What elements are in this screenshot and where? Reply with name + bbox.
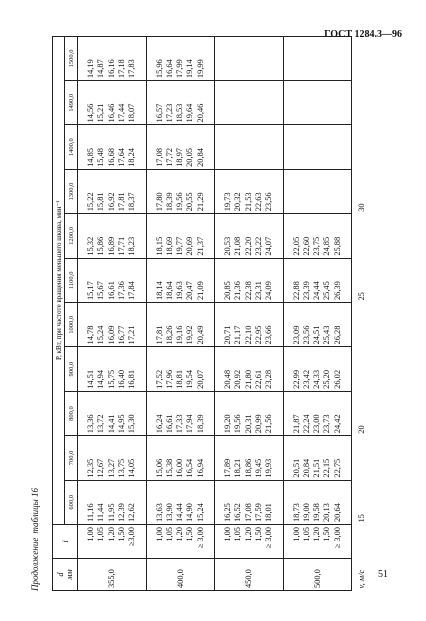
power-value: 18,24 [127, 148, 137, 167]
power-cell [146, 303, 215, 347]
ratio-value: 1,05 [301, 527, 311, 542]
power-cell [215, 258, 284, 302]
power-value: 15,24 [96, 325, 106, 345]
footer-spacer [352, 303, 371, 347]
power-value: 17,18 [116, 59, 126, 79]
table-row [146, 36, 215, 590]
power-cell [78, 436, 147, 480]
power-cell [283, 214, 352, 258]
power-cell [146, 436, 215, 480]
power-value: 18,37 [127, 192, 137, 212]
power-cell [78, 81, 147, 125]
power-value: 11,95 [106, 503, 116, 522]
power-value: 21,29 [195, 192, 205, 212]
footer-spacer [352, 125, 371, 169]
power-value: 22,24 [301, 414, 311, 434]
power-cell [215, 169, 284, 213]
power-value: 21,53 [243, 192, 253, 212]
power-value: 20,05 [185, 148, 195, 167]
power-value: 13,36 [86, 414, 96, 434]
power-value: 15,24 [195, 503, 205, 522]
power-value: 21,36 [233, 281, 243, 301]
power-value: 18,14 [154, 281, 164, 301]
power-value: 14,51 [86, 369, 96, 389]
power-value: 15,06 [154, 458, 164, 478]
power-value: 17,84 [127, 281, 137, 301]
ratio-value: 1,00 [223, 527, 233, 542]
ratio-value: ≥3,00 [127, 527, 137, 547]
power-value: 15,86 [96, 236, 106, 256]
power-value: 17,99 [175, 59, 185, 79]
power-value: 16,25 [223, 503, 233, 522]
power-value: 20,84 [195, 148, 205, 167]
power-value: 22,95 [253, 325, 263, 345]
power-value: 16,94 [195, 458, 205, 478]
power-cell [215, 303, 284, 347]
power-value: 23,39 [301, 281, 311, 301]
power-value: 18,97 [175, 148, 185, 167]
power-cell [78, 391, 147, 435]
power-value: 17,72 [164, 148, 174, 167]
power-value: 18,64 [164, 281, 174, 301]
power-value: 13,63 [154, 503, 164, 522]
power-cell [283, 436, 352, 480]
power-value: 20,46 [195, 103, 205, 123]
power-value: 16,46 [106, 103, 116, 123]
frequency-header: 1100,0 [65, 258, 78, 302]
power-value: 25,20 [322, 369, 332, 389]
frequency-header: 700,0 [65, 436, 78, 480]
ratio-value: ≥ 3,00 [332, 527, 342, 549]
power-cell [78, 347, 147, 391]
power-cell [78, 258, 147, 302]
power-cell [283, 36, 352, 80]
power-value: 17,89 [223, 458, 233, 478]
power-value: 21,87 [291, 414, 301, 434]
power-value: 17,96 [164, 369, 174, 389]
power-value: 15,81 [96, 192, 106, 212]
power-value: 16,57 [154, 103, 164, 123]
power-value: 20,53 [223, 236, 233, 256]
power-cell [283, 391, 352, 435]
diameter-value: 400,0 [146, 559, 215, 591]
power-value: 18,73 [291, 503, 301, 522]
power-value: 16,09 [106, 325, 116, 345]
power-value: 23,28 [264, 369, 274, 389]
power-value: 11,16 [86, 503, 96, 522]
power-value: 16,54 [185, 458, 195, 478]
power-value: 20,84 [301, 458, 311, 478]
power-value: 23,42 [301, 369, 311, 389]
power-value: 19,00 [301, 503, 311, 522]
table-row [283, 36, 352, 590]
power-value: 14,85 [86, 148, 96, 167]
power-value: 24,42 [332, 414, 342, 434]
frequency-header: 600,0 [65, 480, 78, 524]
frequency-header: 1400,0 [65, 125, 78, 169]
power-value: 17,59 [253, 503, 263, 522]
power-value: 17,33 [175, 414, 185, 434]
power-value: 17,21 [127, 325, 137, 345]
power-value: 20,92 [233, 369, 243, 389]
footer-spacer [352, 81, 371, 125]
ratio-value: 1,05 [96, 527, 106, 542]
power-value: 14,90 [185, 503, 195, 522]
power-value: 16,81 [127, 369, 137, 389]
power-value: 17,08 [154, 148, 164, 167]
power-value: 23,09 [291, 325, 301, 345]
power-value: 19,93 [264, 458, 274, 478]
power-value: 20,71 [223, 325, 233, 345]
power-value: 22,15 [322, 458, 332, 478]
power-cell [215, 480, 284, 524]
power-value: 17,36 [116, 281, 126, 301]
power-value: 18,26 [164, 325, 174, 345]
speed-mark: 25 [356, 292, 366, 301]
power-value: 14,95 [116, 414, 126, 434]
power-value: 19,58 [312, 503, 322, 522]
ratio-value: 1,20 [106, 527, 116, 542]
diameter-value: 500,0 [283, 559, 352, 591]
frequency-header: 1300,0 [65, 169, 78, 213]
ratio-value: 1,05 [164, 527, 174, 542]
ratio-value: 1,50 [116, 527, 126, 542]
power-value: 16,61 [164, 414, 174, 434]
power-value: 19,56 [233, 414, 243, 434]
power-cell [215, 36, 284, 80]
power-value: 16,24 [154, 414, 164, 434]
power-cell [78, 169, 147, 213]
power-value: 17,81 [116, 192, 126, 212]
page-header: ГОСТ 1284.3—96 [324, 29, 402, 40]
power-value: 19,14 [185, 59, 195, 79]
power-value: 23,73 [322, 414, 332, 434]
power-value: 19,45 [253, 458, 263, 478]
footer-spacer [352, 347, 371, 391]
power-value: 20,48 [223, 369, 233, 389]
power-value: 13,27 [106, 458, 116, 478]
power-value: 17,52 [154, 369, 164, 389]
power-value: 16,52 [233, 503, 243, 522]
ratio-values [283, 525, 352, 559]
power-value: 15,38 [164, 458, 174, 478]
power-value: 21,08 [233, 236, 243, 256]
power-value: 17,81 [154, 325, 164, 345]
power-value: 13,72 [96, 414, 106, 434]
ratio-value: 1,05 [233, 527, 243, 542]
power-cell [283, 169, 352, 213]
power-cell [215, 347, 284, 391]
power-value: 18,07 [127, 103, 137, 123]
power-value: 15,32 [86, 236, 96, 256]
power-cell [283, 480, 352, 524]
power-cell [78, 125, 147, 169]
power-value: 21,09 [195, 281, 205, 301]
power-value: 23,00 [312, 414, 322, 434]
speed-mark: 15 [356, 514, 366, 523]
power-value: 24,51 [312, 325, 322, 345]
power-value: 18,01 [264, 503, 274, 522]
power-value: 14,41 [106, 414, 116, 434]
power-value: 15,96 [154, 59, 164, 79]
power-value: 16,77 [116, 325, 126, 345]
power-value: 22,63 [253, 192, 263, 212]
power-value: 14,56 [86, 103, 96, 123]
footer-spacer [352, 436, 371, 480]
power-cell [283, 81, 352, 125]
power-value: 19,56 [175, 192, 185, 212]
power-value: 13,75 [116, 458, 126, 478]
ratio-value: 1,00 [86, 527, 96, 542]
power-value: 21,56 [264, 414, 274, 434]
frequency-header: 1000,0 [65, 303, 78, 347]
power-value: 17,83 [127, 59, 137, 79]
frequency-header: 1490,0 [65, 81, 78, 125]
power-value: 18,86 [243, 458, 253, 478]
power-value: 15,48 [96, 148, 106, 167]
power-value: 24,07 [264, 236, 274, 256]
power-value: 22,10 [243, 325, 253, 345]
power-value: 20,55 [185, 192, 195, 212]
power-value: 22,88 [291, 281, 301, 301]
power-value: 12,67 [96, 458, 106, 478]
power-value: 20,13 [322, 503, 332, 522]
power-cell [146, 214, 215, 258]
power-cell [78, 480, 147, 524]
power-value: 20,49 [195, 325, 205, 345]
table-row [215, 36, 284, 590]
power-value: 16,89 [106, 236, 116, 256]
power-value: 19,92 [185, 325, 195, 345]
power-cell [283, 125, 352, 169]
ratio-value: 1,00 [154, 527, 164, 542]
power-cell [215, 214, 284, 258]
power-value: 23,56 [301, 325, 311, 345]
power-value: 25,45 [322, 281, 332, 301]
power-value: 18,39 [195, 414, 205, 434]
rotated-table-block [30, 37, 390, 591]
power-value: 15,21 [96, 103, 106, 123]
power-value: 17,23 [164, 103, 174, 123]
power-value: 16,16 [106, 59, 116, 79]
speed-mark: 30 [356, 203, 366, 212]
power-cell [146, 125, 215, 169]
power-value: 11,44 [96, 503, 106, 522]
page-number: 51 [378, 569, 388, 580]
power-value: 19,63 [175, 281, 185, 301]
ratio-value: 1,50 [185, 527, 195, 542]
ratio-value: 1,20 [243, 527, 253, 542]
power-value: 23,56 [264, 192, 274, 212]
power-value: 14,19 [86, 59, 96, 79]
power-value: 17,80 [154, 192, 164, 212]
power-value: 21,51 [312, 458, 322, 478]
power-value: 24,33 [312, 369, 322, 389]
power-value: 18,15 [154, 236, 164, 256]
power-value: 20,85 [223, 281, 233, 301]
power-value: 21,17 [233, 325, 243, 345]
power-value: 14,87 [96, 59, 106, 79]
power-value: 14,78 [86, 325, 96, 345]
power-value: 25,43 [322, 325, 332, 345]
ratio-value: 1,00 [291, 527, 301, 542]
power-value: 16,64 [164, 59, 174, 79]
power-value: 21,80 [243, 369, 253, 389]
power-cell [283, 258, 352, 302]
power-value: 20,07 [195, 369, 205, 389]
ratio-value: ≥ 3,00 [264, 527, 274, 549]
power-cell [78, 303, 147, 347]
power-value: 19,73 [223, 192, 233, 212]
power-value: 12,62 [127, 503, 137, 522]
power-cell [78, 214, 147, 258]
power-value: 18,23 [127, 236, 137, 256]
diameter-value: 355,0 [78, 559, 147, 591]
power-cell [146, 81, 215, 125]
power-value: 26,28 [332, 325, 342, 345]
power-value: 15,22 [86, 192, 96, 212]
ratio-value: 1,20 [312, 527, 322, 542]
ratio-value: 1,50 [322, 527, 332, 542]
footer-spacer [352, 36, 371, 80]
power-value: 23,22 [253, 236, 263, 256]
power-value: 20,51 [291, 458, 301, 478]
power-value: 17,08 [243, 503, 253, 522]
power-value: 24,44 [312, 281, 322, 301]
power-value: 22,99 [291, 369, 301, 389]
power-value: 14,05 [127, 458, 137, 478]
power-value: 22,05 [291, 236, 301, 256]
ratio-value: 1,20 [175, 527, 185, 542]
power-value: 17,94 [185, 414, 195, 434]
table-caption [30, 484, 40, 591]
power-cell [146, 480, 215, 524]
power-value: 14,44 [175, 503, 185, 522]
table-row [78, 36, 147, 590]
power-cell [215, 391, 284, 435]
power-value: 17,64 [116, 148, 126, 167]
power-cell [215, 81, 284, 125]
power-value: 22,75 [332, 458, 342, 478]
power-value: 16,61 [106, 281, 116, 301]
footer-spacer [352, 214, 371, 258]
column-header-d: d мм [53, 559, 78, 591]
power-value: 18,21 [233, 458, 243, 478]
power-value: 15,75 [106, 369, 116, 389]
frequency-header: 1200,0 [65, 214, 78, 258]
power-value: 17,71 [116, 236, 126, 256]
power-value: 20,31 [243, 414, 253, 434]
caption-table-number: таблицы 16 [30, 487, 40, 534]
power-value: 14,94 [96, 369, 106, 389]
power-table [52, 36, 370, 591]
power-value: 17,44 [116, 103, 126, 123]
power-value: 16,00 [175, 458, 185, 478]
power-value: 20,99 [253, 414, 263, 434]
power-cell [146, 258, 215, 302]
frequency-header: 1500,0 [65, 36, 78, 80]
power-value: 12,39 [116, 503, 126, 522]
power-title: P, кВт, при частоте вращения меньшего шкива, мин⁻¹ [53, 36, 65, 524]
power-value: 16,92 [106, 192, 116, 212]
frequency-header: 800,0 [65, 391, 78, 435]
frequency-header: 900,0 [65, 347, 78, 391]
column-header-i: i [53, 525, 78, 559]
power-cell [146, 36, 215, 80]
power-value: 18,39 [164, 192, 174, 212]
power-value: 22,38 [243, 281, 253, 301]
power-value: 19,99 [195, 59, 205, 79]
power-value: 25,88 [332, 236, 342, 256]
power-value: 20,64 [332, 503, 342, 522]
ratio-values [215, 525, 284, 559]
power-value: 15,17 [86, 281, 96, 301]
caption-continuation: Продолжение [30, 537, 40, 591]
ratio-values [146, 525, 215, 559]
power-cell [215, 436, 284, 480]
power-value: 23,66 [264, 325, 274, 345]
power-value: 26,02 [332, 369, 342, 389]
power-value: 16,40 [116, 369, 126, 389]
power-value: 22,61 [253, 369, 263, 389]
power-value: 15,30 [127, 414, 137, 434]
power-value: 15,67 [96, 281, 106, 301]
power-value: 24,09 [264, 281, 274, 301]
ratio-values [78, 525, 147, 559]
diameter-value: 450,0 [215, 559, 284, 591]
power-value: 19,77 [175, 236, 185, 256]
power-value: 19,54 [185, 369, 195, 389]
power-value: 19,16 [175, 325, 185, 345]
power-cell [215, 125, 284, 169]
speed-mark: 20 [356, 425, 366, 434]
power-value: 22,20 [243, 236, 253, 256]
power-cell [146, 391, 215, 435]
speed-label: v, м/с [356, 569, 366, 589]
power-value: 18,53 [175, 103, 185, 123]
ratio-value: 1,50 [253, 527, 263, 542]
power-value: 18,81 [175, 369, 185, 389]
power-cell [146, 169, 215, 213]
ratio-value: ≥ 3,00 [195, 527, 205, 549]
power-value: 18,69 [164, 236, 174, 256]
power-value: 21,37 [195, 236, 205, 256]
power-value: 16,68 [106, 148, 116, 167]
power-value: 12,35 [86, 458, 96, 478]
power-cell [283, 303, 352, 347]
power-value: 26,39 [332, 281, 342, 301]
power-value: 22,60 [301, 236, 311, 256]
power-value: 20,69 [185, 236, 195, 256]
power-cell [146, 347, 215, 391]
power-value: 23,31 [253, 281, 263, 301]
power-cell [78, 36, 147, 80]
power-value: 19,64 [185, 103, 195, 123]
power-value: 20,32 [233, 192, 243, 212]
power-value: 20,47 [185, 281, 195, 301]
power-value: 19,20 [223, 414, 233, 434]
power-value: 24,85 [322, 236, 332, 256]
power-value: 23,75 [312, 236, 322, 256]
power-value: 13,90 [164, 503, 174, 522]
power-cell [283, 347, 352, 391]
